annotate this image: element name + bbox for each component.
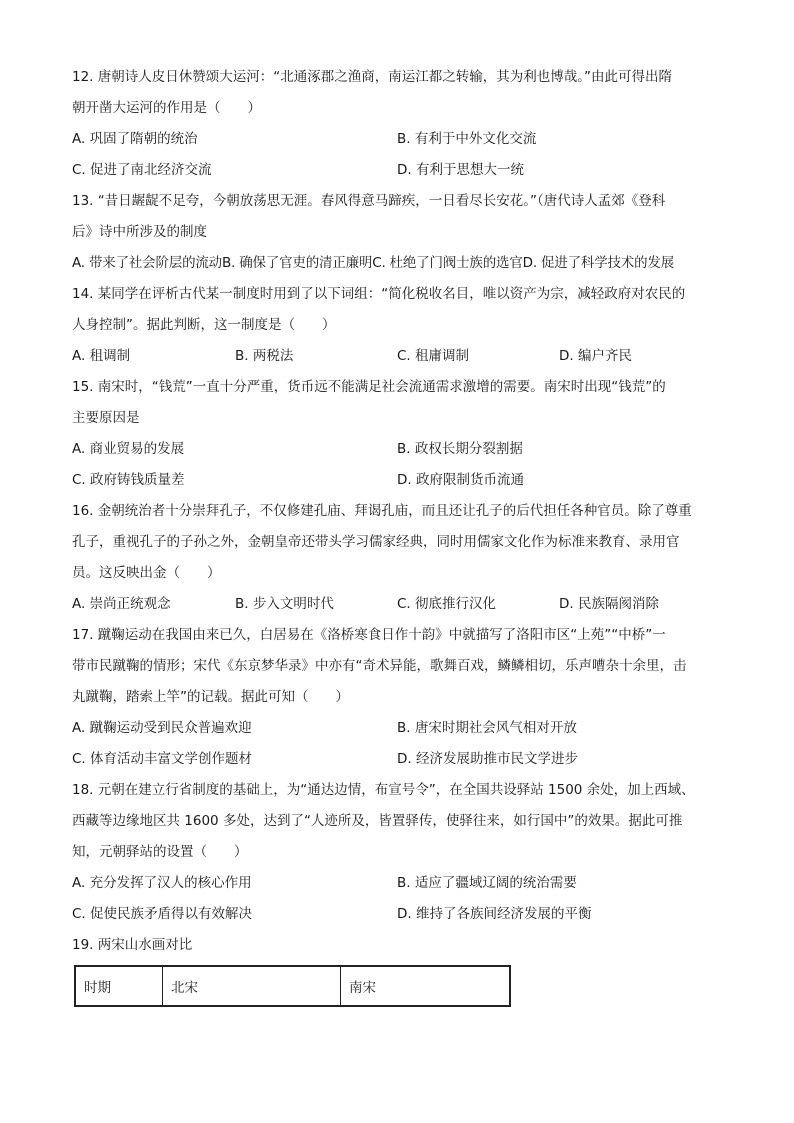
option-row — [72, 899, 724, 930]
option-a[interactable]: A. 崇尚正统观念 — [72, 596, 171, 612]
question-stem: 13. “昔日龌龊不足夸，今朝放荡思无涯。春风得意马蹄疾，一日看尽长安花。”（唐代诗人孟郊《登科 — [72, 193, 666, 209]
option-d[interactable]: D. 民族隔阂消除 — [559, 596, 659, 612]
exam-page — [72, 62, 724, 1007]
option-a[interactable]: A. 巩固了隋朝的统治 — [72, 131, 198, 147]
option-b[interactable]: B. 唐宋时期社会风气相对开放 — [397, 720, 577, 736]
option-b[interactable]: B. 步入文明时代 — [235, 596, 334, 612]
option-c[interactable]: C. 政府铸钱质量差 — [72, 472, 185, 488]
question-13 — [72, 186, 724, 279]
table-header-cell: 时期 — [75, 966, 163, 1006]
option-a[interactable]: A. 蹴鞠运动受到民众普遍欢迎 — [72, 720, 252, 736]
question-stem: 19. 两宋山水画对比 — [72, 937, 193, 953]
option-c[interactable]: C. 彻底推行汉化 — [397, 596, 497, 612]
table-header-cell: 北宋 — [163, 966, 341, 1006]
table-header-cell: 南宋 — [341, 966, 511, 1006]
question-stem: 18. 元朝在建立行省制度的基础上，为“通达边情，布宣号令”，在全国共设驿站 1500 余处，加上西域、 — [72, 782, 695, 798]
question-19 — [72, 930, 724, 1007]
option-row — [72, 434, 724, 465]
option-c[interactable]: C. 体育活动丰富文学创作题材 — [72, 751, 253, 767]
option-row — [72, 713, 724, 744]
question-12 — [72, 62, 724, 186]
question-stem: 人身控制”。据此判断，这一制度是（ ） — [72, 317, 336, 333]
option-row — [72, 465, 724, 496]
option-b[interactable]: B. 两税法 — [235, 348, 294, 364]
option-b[interactable]: B. 适应了疆域辽阔的统治需要 — [397, 875, 577, 891]
option-row — [72, 589, 724, 620]
question-stem: 17. 蹴鞠运动在我国由来已久，白居易在《洛桥寒食日作十韵》中就描写了洛阳市区“上苑”“中桥”一 — [72, 627, 666, 643]
question-15 — [72, 372, 724, 496]
question-stem: 主要原因是 — [72, 410, 140, 426]
option-row — [72, 744, 724, 775]
question-stem: 12. 唐朝诗人皮日休赞颂大运河：“北通涿郡之渔商，南运江都之转输，其为利也博哉。”由此可得出隋 — [72, 69, 672, 85]
option-c[interactable]: C. 租庸调制 — [397, 348, 470, 364]
option-a[interactable]: A. 租调制 — [72, 348, 131, 364]
option-c[interactable]: C. 促使民族矛盾得以有效解决 — [72, 906, 253, 922]
option-b[interactable]: B. 有利于中外文化交流 — [397, 131, 537, 147]
option-row — [72, 124, 724, 155]
question-16 — [72, 496, 724, 620]
option-row — [72, 868, 724, 899]
option-d[interactable]: D. 经济发展助推市民文学进步 — [397, 751, 578, 767]
question-stem: 孔子，重视孔子的子孙之外，金朝皇帝还带头学习儒家经典，同时用儒家文化作为标准来教育、录用官 — [72, 534, 680, 550]
question-stem: 知，元朝驿站的设置（ ） — [72, 844, 248, 860]
question-17 — [72, 620, 724, 775]
question-stem: 朝开凿大运河的作用是（ ） — [72, 100, 261, 116]
table-header-row — [75, 966, 510, 1006]
option-d[interactable]: D. 编户齐民 — [559, 348, 632, 364]
question-stem: 员。这反映出金（ ） — [72, 565, 221, 581]
comparison-table — [74, 965, 511, 1007]
question-stem: 14. 某同学在评析古代某一制度时用到了以下词组：“简化税收名目，唯以资产为宗，减轻政府对农民的 — [72, 286, 686, 302]
option-c[interactable]: C. 促进了南北经济交流 — [72, 162, 212, 178]
option-a[interactable]: A. 充分发挥了汉人的核心作用 — [72, 875, 252, 891]
option-a[interactable]: A. 商业贸易的发展 — [72, 441, 185, 457]
question-stem: 带市民蹴鞠的情形；宋代《东京梦华录》中亦有“奇术异能，歌舞百戏，鳞鳞相切，乐声嘈杂十余里，击 — [72, 658, 687, 674]
question-stem: 16. 金朝统治者十分崇拜孔子，不仅修建孔庙、拜谒孔庙，而且还让孔子的后代担任各种官员。除了尊重 — [72, 503, 692, 519]
option-b[interactable]: B. 政权长期分裂割据 — [397, 441, 523, 457]
inline-options[interactable]: A. 带来了社会阶层的流动B. 确保了官吏的清正廉明C. 杜绝了门阀士族的选官D. 促进了科学技术的发展 — [72, 255, 675, 271]
option-d[interactable]: D. 政府限制货币流通 — [397, 472, 524, 488]
question-stem: 丸蹴鞠，踏索上竿”的记载。据此可知（ ） — [72, 689, 349, 705]
option-row — [72, 155, 724, 186]
option-row — [72, 341, 724, 372]
question-14 — [72, 279, 724, 372]
option-d[interactable]: D. 有利于思想大一统 — [397, 162, 524, 178]
question-stem: 后》诗中所涉及的制度 — [72, 224, 207, 240]
option-d[interactable]: D. 维持了各族间经济发展的平衡 — [397, 906, 592, 922]
question-18 — [72, 775, 724, 930]
question-stem: 15. 南宋时，“钱荒”一直十分严重，货币远不能满足社会流通需求激增的需要。南宋时出现“钱荒”的 — [72, 379, 666, 395]
question-stem: 西藏等边缘地区共 1600 多处，达到了“人迹所及，皆置驿传，使驿往来，如行国中”的效果。据此可推 — [72, 813, 683, 829]
